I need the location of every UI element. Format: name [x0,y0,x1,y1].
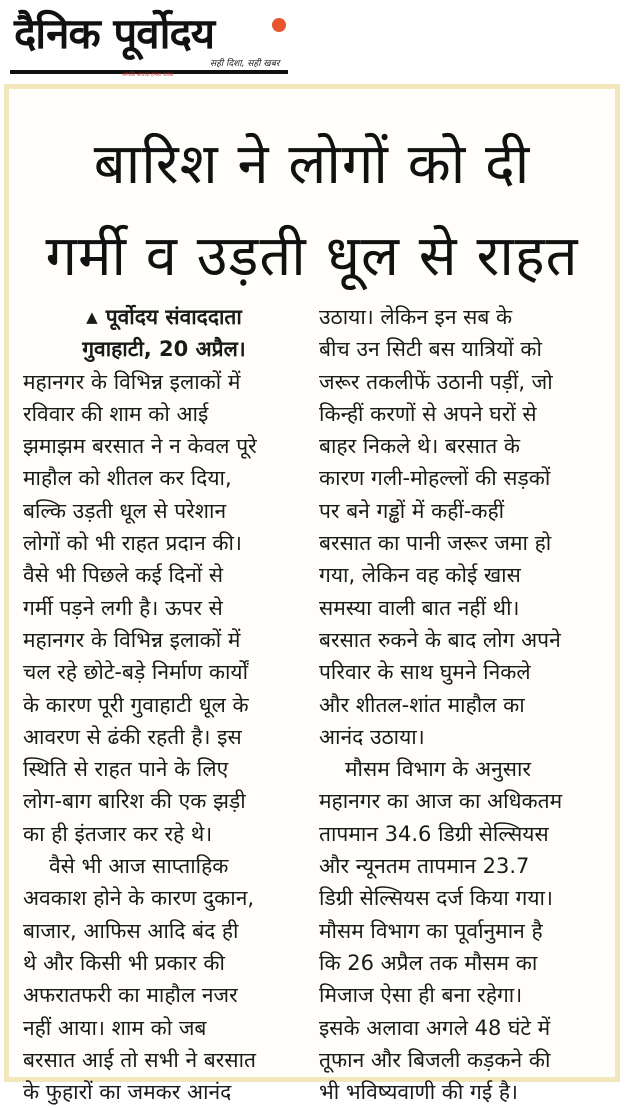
text-line: गर्मी पड़ने लगी है। ऊपर से [23,595,223,620]
logo-dot-icon [272,18,286,32]
news-clipping [4,84,620,1105]
text-line: बल्कि उड़ती धूल से परेशान [23,498,227,523]
newspaper-tagline: सही दिशा, सही खबर [210,59,280,69]
text-line: मौसम विभाग के अनुसार [345,757,531,782]
newspaper-logo: दैनिक पूर्वोदय [14,9,215,58]
byline-reporter [23,301,305,333]
left-column-text [23,366,305,1108]
text-line: वैसे भी पिछले कई दिनों से [23,563,224,588]
text-line: नहीं आया। शाम को जब [23,1015,207,1040]
text-line: माहौल को शीतल कर दिया, [23,466,232,491]
text-line: लोगों को भी राहत प्रदान की। [23,531,242,556]
text-line: इसके अलावा अगले 48 घंटे में [319,1015,551,1040]
text-line: कि 26 अप्रैल तक मौसम का [319,950,538,975]
text-line: झमाझम बरसात ने न केवल पूरे [23,434,257,459]
text-line: तूफान और बिजली कड़कने की [319,1047,551,1072]
text-line: चल रहे छोटे-बड़े निर्माण कार्यों [23,660,249,685]
masthead [10,6,290,76]
text-line: डिग्री सेल्सियस दर्ज किया गया। [319,886,553,911]
text-line: कारण गली-मोहल्लों की सड़कों [319,466,551,491]
text-line: महानगर का आज का अधिकतम [319,789,563,814]
text-line: के कारण पूरी गुवाहाटी धूल के [23,692,249,717]
triangle-icon: ▲ [86,308,98,326]
article-column-right [319,301,601,1108]
article-headline [9,119,615,303]
text-line: बरसात का पानी जरूर जमा हो [319,531,552,556]
headline-line: बारिश ने लोगों को दी [93,132,531,197]
masthead-small-text: आपकी आवाज़ हमारा प्रयास [122,72,174,78]
text-line: वैसे भी आज साप्ताहिक [49,854,229,879]
text-line: बाजार, आफिस आदि बंद ही [23,918,239,943]
text-line: स्थिति से राहत पाने के लिए [23,757,229,782]
byline-reporter-text: पूर्वोदय संवाददाता [105,305,242,329]
right-column-text [319,301,601,1108]
text-line: बरसात रुकने के बाद लोग अपने [319,627,561,652]
text-line: तापमान 34.6 डिग्री सेल्सियस [319,821,549,846]
text-line: महानगर के विभिन्न इलाकों में [23,627,241,652]
article-column-left [23,301,305,1108]
text-line: समस्या वाली बात नहीं थी। [319,595,520,620]
text-line: पर बने गड्ढों में कहीं-कहीं [319,498,505,523]
headline-line: गर्मी व उड़ती धूल से राहत [45,224,579,289]
text-line: अवकाश होने के कारण दुकान, [23,886,255,911]
text-line: और न्यूनतम तापमान 23.7 [319,854,530,879]
text-line: गया, लेकिन वह कोई खास [319,563,521,588]
text-line: के फुहारों का जमकर आनंद [23,1080,232,1105]
text-line: थे और किसी भी प्रकार की [23,950,225,975]
text-line: आवरण से ढंकी रहती है। इस [23,724,242,749]
text-line: का ही इंतजार कर रहे थे। [23,821,213,846]
text-line: मौसम विभाग का पूर्वानुमान है [319,918,543,943]
text-line: महानगर के विभिन्न इलाकों में [23,369,241,394]
text-line: बाहर निकले थे। बरसात के [319,434,521,459]
text-line: जरूर तकलीफें उठानी पड़ीं, जो [319,369,553,394]
text-line: आनंद उठाया। [319,724,425,749]
text-line: और शीतल-शांत माहौल का [319,692,525,717]
text-line: रविवार की शाम को आई [23,401,209,426]
byline-dateline: गुवाहाटी, 20 अप्रैल। [82,337,246,362]
text-line: परिवार के साथ घुमने निकले [319,660,531,685]
text-line: भी भविष्यवाणी की गई है। [319,1080,518,1105]
text-line: किन्हीं करणों से अपने घरों से [319,401,537,426]
text-line: बीच उन सिटी बस यात्रियों को [319,337,542,362]
text-line: अफरातफरी का माहौल नजर [23,983,238,1008]
text-line: बरसात आई तो सभी ने बरसात [23,1047,256,1072]
text-line: उठाया। लेकिन इन सब के [319,305,513,329]
text-line: मिजाज ऐसा ही बना रहेगा। [319,983,523,1008]
text-line: लोग-बाग बारिश की एक झड़ी [23,789,246,814]
